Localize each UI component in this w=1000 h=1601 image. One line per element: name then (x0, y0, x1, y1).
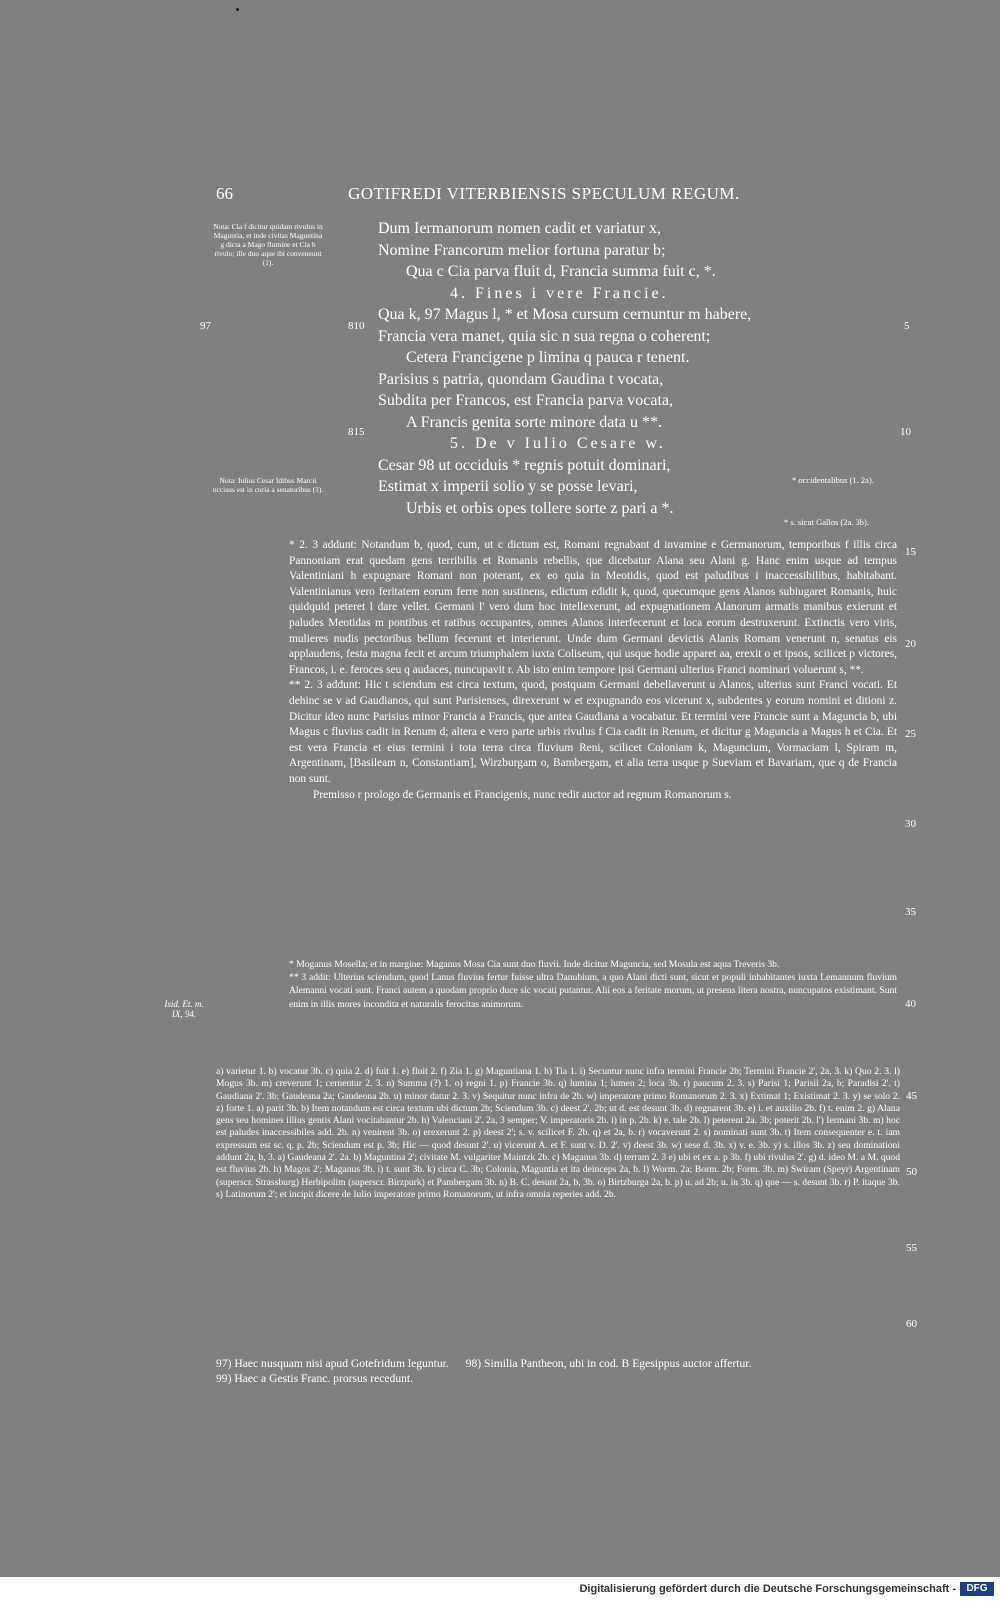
line-number-815: 815 (348, 426, 365, 438)
footer-bar (0, 1577, 1000, 1601)
endnote-97: 97) Haec nusquam nisi apud Gotefridum leguntur. (216, 1357, 449, 1370)
margin-number-50: 50 (906, 1166, 917, 1178)
poem-line: Qua c Cia parva fluit d, Francia summa fuit c, *. (406, 263, 716, 280)
commentary-paragraph: * 2. 3 addunt: Notandum b, quod, cum, ut c dictum est, Romani regnabant d invamine e Germanorum, temporibus f illis circa Pannoniam erat quedam gens terribilis et Romanis rebellis, que dicebatur Alana seu Alani g. Hanc enim usque ad tempus Valentiniani h expugnare Romani non poterant, ex eo quia in Meotidis, quod est paludibus i inaccessibilibus, habitabant. Valentinianus vero feritatem eorum ferre non sustinens, edictum edidit k, quod, quecumque gens Alanos subiugaret Romanis, huic quidquid peteret l dare vellet. Germani l' vero dum hoc intellexerunt, ad expugnationem Alanorum armatis manibus exierunt et paludes Meotidas m pontibus et ratibus occupantes, omnes Alanos interfecerunt et loca eorum destruxerunt. Extinctis vero viris, mulieres nudis pectoribus bellum fecerunt et interierunt. Unde dum Germani devictis Alanis Romam venerunt n, senatus eis applaudens, festa magna fecit et arcum triumphalem iuxta Coliseum, qui usque hodie apparet aa, erexit o et ipsos, scilicet p victores, Francos, i. e. feroces seu q audaces, nuncupavit r. Ab isto enim tempore ipsi Germani ulterius Franci nominari voluerunt s, **. (289, 539, 897, 676)
sidenote-cia: Nota: Cia f dicitur quidam rivulus in Maguntia, et inde civitas Maguntina g dicta a Mago flumine et Cia h rivulo; ille duo aque ibi conveneunt (1). (213, 222, 323, 267)
dfg-logo: DFG (960, 1582, 994, 1596)
poem-text (378, 218, 858, 519)
margin-number-20: 20 (905, 638, 916, 650)
section-heading: 4. Fines i vere Francie. (450, 284, 669, 302)
footnote: * Moganus Mosella; et in margine: Maganus Mosa Cia sunt duo fluvii. Inde dicitur Maguncia, sed Mosula est aqua Treveris 3b. (289, 959, 780, 970)
endnote (216, 1356, 900, 1371)
margin-number-60: 60 (906, 1318, 917, 1330)
margin-number-30: 30 (905, 818, 916, 830)
page-number: 66 (216, 184, 233, 203)
sidenote-isidore: Isid. Et. m. IX, 94. (164, 999, 204, 1019)
poem-line: Urbis et orbis opes tollere sorte z pari a *. (406, 499, 674, 517)
margin-number-10: 10 (900, 426, 911, 438)
poem-line: Parisius s patria, quondam Gaudina t vocata, (378, 370, 664, 388)
commentary-paragraph: Premisso r prologo de Germanis et Francigenis, nunc redit auctor ad regnum Romanorum s. (313, 788, 732, 801)
poem-line: Cetera Francigene p limina q pauca r tenent. (406, 349, 690, 366)
variant-readings: a) varietur 1. b) vocatur 3b. c) quia 2. d) fuit 1. e) fluit 2. f) Zia 1. g) Maguntiana 1. h) Tia 1. i) Secuntur nunc infra termini Francie 2b; Termini Francie 2', 2a, 3. k) Quo 2. 3. l) Mogus 3b. m) creverunt 1; cernentur 2. 3. n) Summa (?) 1. o) regni 1. p) Francie 3b. q) lumina 1; lumen 2; loca 3b. r) paucum 2. 3. s) Parisi 1; Parisii 2a, b; Paradisi 2'. t) Gaudiana 2'. 3b; Gaudeana 2a; Gaudeona 2b. u) minor datur 2. 3. v) Sequitur nunc infra de 2b. w) imperatore primo Romanorum 2. 3. x) Extimat 1; Existimat 2. 3. y) se solo 2. z) forte 1. a) parit 3b. b) Item notandum est circa textum ubi dictum 2b; Sciendum 3b. c) deest 2'. 2b; ut d. est desunt 3b. d) regnarent 3b. e) i. et auxilio 2b. f) t. enim 2. g) Alana gens seu homines illius gentis Alani vocitabantur 2b. h) Valenciani 2'. 2a, 3 semper; V. imperatoris 2b. i) in p. 2b. k) e. tale 2b. l) peterent 2a. 3b; poterit 2b. l') Iermani 3b. m) hoc est paludes inaccessibiles add. 2b. n) venirent 3b. o) erexerunt 2. p) deest 2'; s. v. scilicet F. 2b. q) et 2a, b. r) vocaverunt 2. s) nominati sunt 3b. t) Item consequenter e. t. iam expressum est sc. q. p. 2b; Sciendum est p. 3b; Hic — quod desunt 2'. u) vicerunt A. et F. sunt v. D. 2'. v) deest 3b. w) sese d. 3b. x) v. e. 3b. y) s. illos 3b. z) seu dominationi addunt 2a, b, 3. a) Gaudeana 2'. 2a. b) Maguntina 2'; civitate M. vulgariter Maintzk 2b. c) Maganus 3b. d) terram 2. 3 e) ubi et ex a. p 3b. f) ubi rivulus 2'. g) d. ideo M. a M. quod est fluvius 2b. h) Magos 2'; Maganus 3b. i) t. sunt 3b. k) circa C. 3b; Colonia, Maguntia et ita deinceps 2a, b. l) Worm. 2a; Borm. 2b; Form. 3b. m) Swiram (Speyr) Argentinam (superscr. Strassburg) Herbipolim (superscr. Birzpurk) et Pambergam 3b. n) B. C. desunt 2a, b, 3b. o) Birtzburga 2a, b. p) u. ad 2b; u. in 3b. q) que — s. desunt 3b. r) P. itaque 3b. s) Latinorum 2'; et incipit dicere de Iulio imperatore primo Romanorum, ut infra omnia reperies add. 2b. (216, 1066, 900, 1200)
poem-line: Dum Iermanorum nomen cadit et variatur x, (378, 220, 662, 237)
page-header (216, 184, 756, 210)
gloss-pari: * s. sicut Gallos (2a. 3b). (784, 517, 869, 527)
poem-line: Francia vera manet, quia sic n sua regna o coherent; (378, 327, 711, 345)
margin-number-5: 5 (904, 320, 910, 332)
commentary (289, 538, 897, 803)
poem-line: Qua k, 97 Magus l, * et Mosa cursum cernuntur m habere, (378, 306, 752, 323)
poem-line: Subdita per Francos, est Francia parva vocata, (378, 392, 674, 409)
endnote-99: 99) Haec a Gestis Franc. prorsus recedunt. (216, 1372, 414, 1385)
footnotes (289, 958, 897, 1011)
section-heading: 5. De v Iulio Cesare w. (450, 435, 666, 452)
margin-number-40: 40 (905, 998, 916, 1010)
sidenote-cesar: Nota: Iulius Cesar Idibus Marcii occisus est in curia a senatoribus (1). (212, 476, 324, 494)
margin-number-55: 55 (906, 1242, 917, 1254)
line-number-810: 810 (348, 320, 365, 332)
margin-number-35: 35 (905, 906, 916, 918)
running-title: GOTIFREDI VITERBIENSIS SPECULUM REGUM. (348, 184, 740, 203)
poem-line: A Francis genita sorte minore data u **. (406, 413, 662, 431)
margin-number-15: 15 (905, 546, 916, 558)
endnote (216, 1371, 900, 1386)
endnote-98: 98) Similia Pantheon, ubi in cod. B Egesippus auctor affertur. (465, 1357, 752, 1370)
variant-apparatus (216, 1066, 900, 1201)
commentary-paragraph: ** 2. 3 addunt: Hic t sciendum est circa textum, quod, postquam Germani debellaverunt u Alanos, ulterius sunt Franci vocati. Et dehinc se v ad Gaudianos, qui sunt Parisienses, direxerunt w et expugnando eos vicerunt x, subdentes y eorum nomini et ditioni z. Dicitur ideo nunc Parisius minor Francia a Francis, que antea Gaudiana a vocabatur. Et termini vere Francie sunt a Maguncia b, ubi Magus c fluvius cadit in Renum d; altera e vero parte urbis rivulus f Cia cadit in Renum, et dicitur g Maguncia a Magus h et Cia. Et est vera Francia et eius termini i tota terra circa fluvium Reni, scilicet Coloniam k, Maguncium, Vormaciam l, Spiram m, Argentinam, [Basileam n, Constantiam], Wirzburgam o, Bambergam, et alia terra usque p Sueviam et Bavariam, que q de Francia non sunt. (289, 679, 897, 785)
endnotes (216, 1356, 900, 1386)
footnote: ** 3 addit: Ulterius sciendum, quod Lanus fluvius fertur fuisse ultra Danubium, a quo Alani dicti sunt, sicut et populi inhabitantes iuxta Lemannum fluvium Alemanni vocati sunt. Franci autem a quodam proprio duce sic vocati putantur. Alii eos a feritate morum, ut presens litera nostra, nuncupatos existimant. Sunt enim in illis mores incondita et naturalis ferocitas animorum. (289, 972, 897, 1010)
margin-number-45: 45 (906, 1090, 917, 1102)
poem-line: Cesar 98 ut occiduis * regnis potuit dominari, (378, 456, 671, 474)
footer-credit: Digitalisierung gefördert durch die Deutsche Forschungsgemeinschaft - (579, 1583, 956, 1595)
margin-number-97: 97 (200, 320, 211, 332)
poem-line: Nomine Francorum melior fortuna paratur b; (378, 241, 666, 259)
gloss-occiduis: * occidentalibus (1. 2a). (792, 475, 874, 485)
poem-line: Estimat x imperii solio y se posse levari, (378, 478, 638, 495)
margin-number-25: 25 (905, 728, 916, 740)
speck-mark (236, 8, 239, 11)
